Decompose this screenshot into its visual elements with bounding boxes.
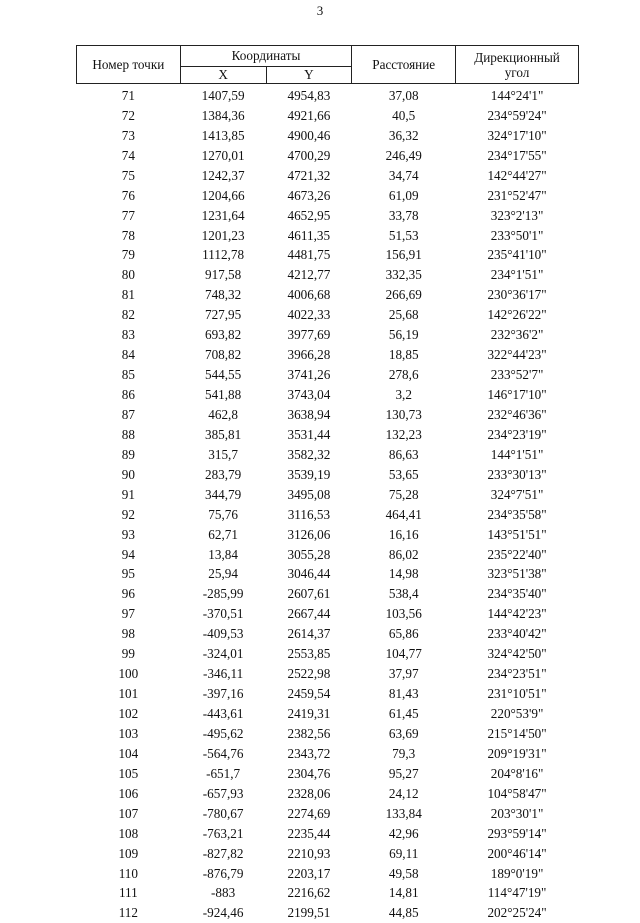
table-row [77, 405, 579, 425]
cell-direction-angle: 323°51'38" [456, 565, 579, 585]
cell-y: 2382,56 [266, 724, 352, 744]
cell-direction-angle: 209°19'31" [456, 744, 579, 764]
cell-direction-angle: 220°53'9" [456, 704, 579, 724]
cell-distance: 16,16 [352, 525, 456, 545]
table-row [77, 884, 579, 904]
cell-point-number: 108 [77, 824, 181, 844]
cell-point-number: 94 [77, 545, 181, 565]
cell-point-number: 103 [77, 724, 181, 744]
table-row [77, 146, 579, 166]
cell-distance: 56,19 [352, 325, 456, 345]
cell-distance: 95,27 [352, 764, 456, 784]
cell-point-number: 73 [77, 126, 181, 146]
cell-y: 3495,08 [266, 485, 352, 505]
cell-point-number: 96 [77, 584, 181, 604]
cell-y: 2199,51 [266, 903, 352, 923]
cell-distance: 14,81 [352, 884, 456, 904]
cell-x: -924,46 [180, 903, 266, 923]
table-row [77, 684, 579, 704]
cell-direction-angle: 324°7'51" [456, 485, 579, 505]
cell-distance: 103,56 [352, 604, 456, 624]
cell-direction-angle: 203°30'1" [456, 804, 579, 824]
cell-distance: 40,5 [352, 106, 456, 126]
cell-x: -657,93 [180, 784, 266, 804]
cell-x: -763,21 [180, 824, 266, 844]
table-row [77, 744, 579, 764]
cell-y: 2419,31 [266, 704, 352, 724]
cell-x: -324,01 [180, 644, 266, 664]
cell-y: 2459,54 [266, 684, 352, 704]
cell-distance: 34,74 [352, 166, 456, 186]
table-row [77, 485, 579, 505]
cell-point-number: 81 [77, 285, 181, 305]
cell-direction-angle: 202°25'24" [456, 903, 579, 923]
cell-point-number: 86 [77, 385, 181, 405]
cell-point-number: 104 [77, 744, 181, 764]
cell-distance: 156,91 [352, 246, 456, 266]
cell-y: 3046,44 [266, 565, 352, 585]
cell-direction-angle: 235°22'40" [456, 545, 579, 565]
table-row [77, 864, 579, 884]
cell-distance: 65,86 [352, 624, 456, 644]
cell-y: 2203,17 [266, 864, 352, 884]
cell-point-number: 101 [77, 684, 181, 704]
cell-y: 3116,53 [266, 505, 352, 525]
cell-y: 2304,76 [266, 764, 352, 784]
cell-direction-angle: 142°44'27" [456, 166, 579, 186]
table-row [77, 565, 579, 585]
cell-x: 1201,23 [180, 226, 266, 246]
cell-direction-angle: 144°1'51" [456, 445, 579, 465]
cell-point-number: 109 [77, 844, 181, 864]
cell-point-number: 71 [77, 84, 181, 106]
table-row [77, 664, 579, 684]
cell-y: 2553,85 [266, 644, 352, 664]
table-row [77, 525, 579, 545]
header-direction-angle [456, 46, 579, 84]
cell-distance: 86,02 [352, 545, 456, 565]
table-row [77, 126, 579, 146]
cell-direction-angle: 324°42'50" [456, 644, 579, 664]
cell-direction-angle: 189°0'19" [456, 864, 579, 884]
cell-direction-angle: 142°26'22" [456, 305, 579, 325]
cell-direction-angle: 323°2'13" [456, 206, 579, 226]
cell-point-number: 100 [77, 664, 181, 684]
cell-y: 2607,61 [266, 584, 352, 604]
table-row [77, 285, 579, 305]
cell-x: -651,7 [180, 764, 266, 784]
table-row [77, 325, 579, 345]
cell-point-number: 83 [77, 325, 181, 345]
cell-x: 462,8 [180, 405, 266, 425]
header-coordinates: Координаты [180, 46, 352, 67]
table-row [77, 764, 579, 784]
cell-direction-angle: 233°30'13" [456, 465, 579, 485]
cell-y: 4481,75 [266, 246, 352, 266]
cell-x: 1231,64 [180, 206, 266, 226]
cell-x: -827,82 [180, 844, 266, 864]
cell-y: 2343,72 [266, 744, 352, 764]
table-row [77, 385, 579, 405]
table-row [77, 186, 579, 206]
cell-distance: 86,63 [352, 445, 456, 465]
cell-y: 2235,44 [266, 824, 352, 844]
cell-direction-angle: 215°14'50" [456, 724, 579, 744]
header-distance: Расстояние [352, 46, 456, 84]
cell-x: 1384,36 [180, 106, 266, 126]
cell-point-number: 107 [77, 804, 181, 824]
cell-x: -285,99 [180, 584, 266, 604]
cell-distance: 18,85 [352, 345, 456, 365]
cell-x: -780,67 [180, 804, 266, 824]
cell-distance: 132,23 [352, 425, 456, 445]
table-row [77, 644, 579, 664]
cell-x: -883 [180, 884, 266, 904]
cell-x: -495,62 [180, 724, 266, 744]
cell-y: 3638,94 [266, 405, 352, 425]
cell-point-number: 99 [77, 644, 181, 664]
cell-y: 4212,77 [266, 265, 352, 285]
cell-y: 4611,35 [266, 226, 352, 246]
cell-point-number: 88 [77, 425, 181, 445]
cell-direction-angle: 204°8'16" [456, 764, 579, 784]
cell-point-number: 93 [77, 525, 181, 545]
cell-direction-angle: 293°59'14" [456, 824, 579, 844]
cell-distance: 61,09 [352, 186, 456, 206]
cell-x: 544,55 [180, 365, 266, 385]
cell-direction-angle: 234°17'55" [456, 146, 579, 166]
cell-direction-angle: 232°36'2" [456, 325, 579, 345]
header-point-number: Номер точки [77, 46, 181, 84]
table-row [77, 624, 579, 644]
cell-distance: 133,84 [352, 804, 456, 824]
cell-x: -346,11 [180, 664, 266, 684]
cell-distance: 332,35 [352, 265, 456, 285]
table-row [77, 365, 579, 385]
cell-point-number: 78 [77, 226, 181, 246]
cell-distance: 37,97 [352, 664, 456, 684]
cell-y: 3126,06 [266, 525, 352, 545]
cell-point-number: 77 [77, 206, 181, 226]
cell-x: 385,81 [180, 425, 266, 445]
cell-x: 1270,01 [180, 146, 266, 166]
cell-distance: 104,77 [352, 644, 456, 664]
cell-point-number: 111 [77, 884, 181, 904]
cell-distance: 130,73 [352, 405, 456, 425]
cell-y: 4900,46 [266, 126, 352, 146]
cell-y: 2274,69 [266, 804, 352, 824]
table-row [77, 724, 579, 744]
cell-x: -443,61 [180, 704, 266, 724]
cell-x: -370,51 [180, 604, 266, 624]
cell-distance: 246,49 [352, 146, 456, 166]
cell-y: 4700,29 [266, 146, 352, 166]
cell-x: 1204,66 [180, 186, 266, 206]
cell-direction-angle: 231°10'51" [456, 684, 579, 704]
cell-point-number: 90 [77, 465, 181, 485]
cell-point-number: 112 [77, 903, 181, 923]
page-number: 3 [0, 3, 640, 19]
table-row [77, 824, 579, 844]
cell-point-number: 75 [77, 166, 181, 186]
cell-y: 2328,06 [266, 784, 352, 804]
cell-direction-angle: 233°52'7" [456, 365, 579, 385]
cell-point-number: 102 [77, 704, 181, 724]
cell-direction-angle: 231°52'47" [456, 186, 579, 206]
cell-y: 3582,32 [266, 445, 352, 465]
cell-x: 917,58 [180, 265, 266, 285]
cell-x: 1413,85 [180, 126, 266, 146]
cell-direction-angle: 230°36'17" [456, 285, 579, 305]
cell-y: 2210,93 [266, 844, 352, 864]
cell-x: 13,84 [180, 545, 266, 565]
header-angle-line1: Дирекционный [474, 50, 560, 65]
table-row [77, 345, 579, 365]
cell-y: 2667,44 [266, 604, 352, 624]
table-row [77, 465, 579, 485]
cell-direction-angle: 200°46'14" [456, 844, 579, 864]
cell-point-number: 82 [77, 305, 181, 325]
cell-distance: 63,69 [352, 724, 456, 744]
table-row [77, 84, 579, 106]
table-row [77, 604, 579, 624]
cell-distance: 25,68 [352, 305, 456, 325]
cell-point-number: 92 [77, 505, 181, 525]
cell-direction-angle: 234°23'19" [456, 425, 579, 445]
cell-direction-angle: 234°23'51" [456, 664, 579, 684]
cell-distance: 51,53 [352, 226, 456, 246]
cell-distance: 266,69 [352, 285, 456, 305]
coordinates-table [76, 45, 579, 923]
cell-direction-angle: 144°24'1" [456, 84, 579, 106]
cell-y: 3539,19 [266, 465, 352, 485]
cell-point-number: 106 [77, 784, 181, 804]
cell-y: 4006,68 [266, 285, 352, 305]
cell-direction-angle: 233°50'1" [456, 226, 579, 246]
table-row [77, 445, 579, 465]
table-row [77, 584, 579, 604]
cell-y: 3977,69 [266, 325, 352, 345]
cell-x: 75,76 [180, 505, 266, 525]
cell-direction-angle: 144°42'23" [456, 604, 579, 624]
cell-direction-angle: 324°17'10" [456, 126, 579, 146]
table-row [77, 246, 579, 266]
cell-direction-angle: 234°1'51" [456, 265, 579, 285]
cell-direction-angle: 234°59'24" [456, 106, 579, 126]
cell-distance: 61,45 [352, 704, 456, 724]
cell-direction-angle: 234°35'58" [456, 505, 579, 525]
cell-x: 1112,78 [180, 246, 266, 266]
cell-distance: 81,43 [352, 684, 456, 704]
cell-x: 25,94 [180, 565, 266, 585]
cell-direction-angle: 232°46'36" [456, 405, 579, 425]
cell-y: 4673,26 [266, 186, 352, 206]
table-row [77, 425, 579, 445]
cell-point-number: 97 [77, 604, 181, 624]
cell-direction-angle: 233°40'42" [456, 624, 579, 644]
table-row [77, 265, 579, 285]
cell-distance: 14,98 [352, 565, 456, 585]
cell-x: 62,71 [180, 525, 266, 545]
table-row [77, 505, 579, 525]
cell-point-number: 76 [77, 186, 181, 206]
table-row [77, 206, 579, 226]
cell-distance: 42,96 [352, 824, 456, 844]
cell-distance: 37,08 [352, 84, 456, 106]
header-x: X [180, 67, 266, 84]
cell-point-number: 72 [77, 106, 181, 126]
cell-distance: 75,28 [352, 485, 456, 505]
cell-x: 693,82 [180, 325, 266, 345]
cell-x: -397,16 [180, 684, 266, 704]
cell-y: 2522,98 [266, 664, 352, 684]
table-row [77, 106, 579, 126]
cell-point-number: 91 [77, 485, 181, 505]
cell-x: 344,79 [180, 485, 266, 505]
cell-distance: 49,58 [352, 864, 456, 884]
table-row [77, 784, 579, 804]
cell-distance: 36,32 [352, 126, 456, 146]
table-row [77, 166, 579, 186]
cell-direction-angle: 234°35'40" [456, 584, 579, 604]
cell-direction-angle: 104°58'47" [456, 784, 579, 804]
cell-y: 3055,28 [266, 545, 352, 565]
cell-y: 4721,32 [266, 166, 352, 186]
cell-distance: 69,11 [352, 844, 456, 864]
cell-x: 541,88 [180, 385, 266, 405]
cell-x: -409,53 [180, 624, 266, 644]
cell-point-number: 110 [77, 864, 181, 884]
cell-direction-angle: 146°17'10" [456, 385, 579, 405]
cell-direction-angle: 143°51'51" [456, 525, 579, 545]
cell-x: 1407,59 [180, 84, 266, 106]
cell-point-number: 85 [77, 365, 181, 385]
cell-x: 283,79 [180, 465, 266, 485]
cell-distance: 3,2 [352, 385, 456, 405]
cell-y: 4954,83 [266, 84, 352, 106]
cell-point-number: 105 [77, 764, 181, 784]
cell-point-number: 95 [77, 565, 181, 585]
cell-distance: 278,6 [352, 365, 456, 385]
table-header [77, 46, 579, 84]
cell-x: -564,76 [180, 744, 266, 764]
cell-y: 3743,04 [266, 385, 352, 405]
cell-point-number: 84 [77, 345, 181, 365]
table-row [77, 903, 579, 923]
table-row [77, 804, 579, 824]
table-row [77, 545, 579, 565]
cell-distance: 53,65 [352, 465, 456, 485]
cell-direction-angle: 114°47'19" [456, 884, 579, 904]
cell-point-number: 89 [77, 445, 181, 465]
cell-distance: 24,12 [352, 784, 456, 804]
cell-point-number: 79 [77, 246, 181, 266]
cell-x: 727,95 [180, 305, 266, 325]
cell-distance: 464,41 [352, 505, 456, 525]
cell-point-number: 80 [77, 265, 181, 285]
cell-y: 2614,37 [266, 624, 352, 644]
table-row [77, 704, 579, 724]
cell-distance: 79,3 [352, 744, 456, 764]
table-row [77, 305, 579, 325]
cell-x: 315,7 [180, 445, 266, 465]
cell-y: 3531,44 [266, 425, 352, 445]
cell-x: -876,79 [180, 864, 266, 884]
cell-y: 4921,66 [266, 106, 352, 126]
header-angle-line2: угол [505, 65, 530, 80]
table-body [77, 84, 579, 923]
cell-distance: 538,4 [352, 584, 456, 604]
table-row [77, 226, 579, 246]
cell-y: 4652,95 [266, 206, 352, 226]
cell-distance: 44,85 [352, 903, 456, 923]
cell-distance: 33,78 [352, 206, 456, 226]
cell-x: 708,82 [180, 345, 266, 365]
cell-y: 2216,62 [266, 884, 352, 904]
cell-point-number: 87 [77, 405, 181, 425]
header-y: Y [266, 67, 352, 84]
cell-x: 1242,37 [180, 166, 266, 186]
cell-y: 3966,28 [266, 345, 352, 365]
cell-point-number: 98 [77, 624, 181, 644]
cell-x: 748,32 [180, 285, 266, 305]
cell-y: 3741,26 [266, 365, 352, 385]
cell-point-number: 74 [77, 146, 181, 166]
cell-direction-angle: 235°41'10" [456, 246, 579, 266]
cell-direction-angle: 322°44'23" [456, 345, 579, 365]
table-row [77, 844, 579, 864]
cell-y: 4022,33 [266, 305, 352, 325]
